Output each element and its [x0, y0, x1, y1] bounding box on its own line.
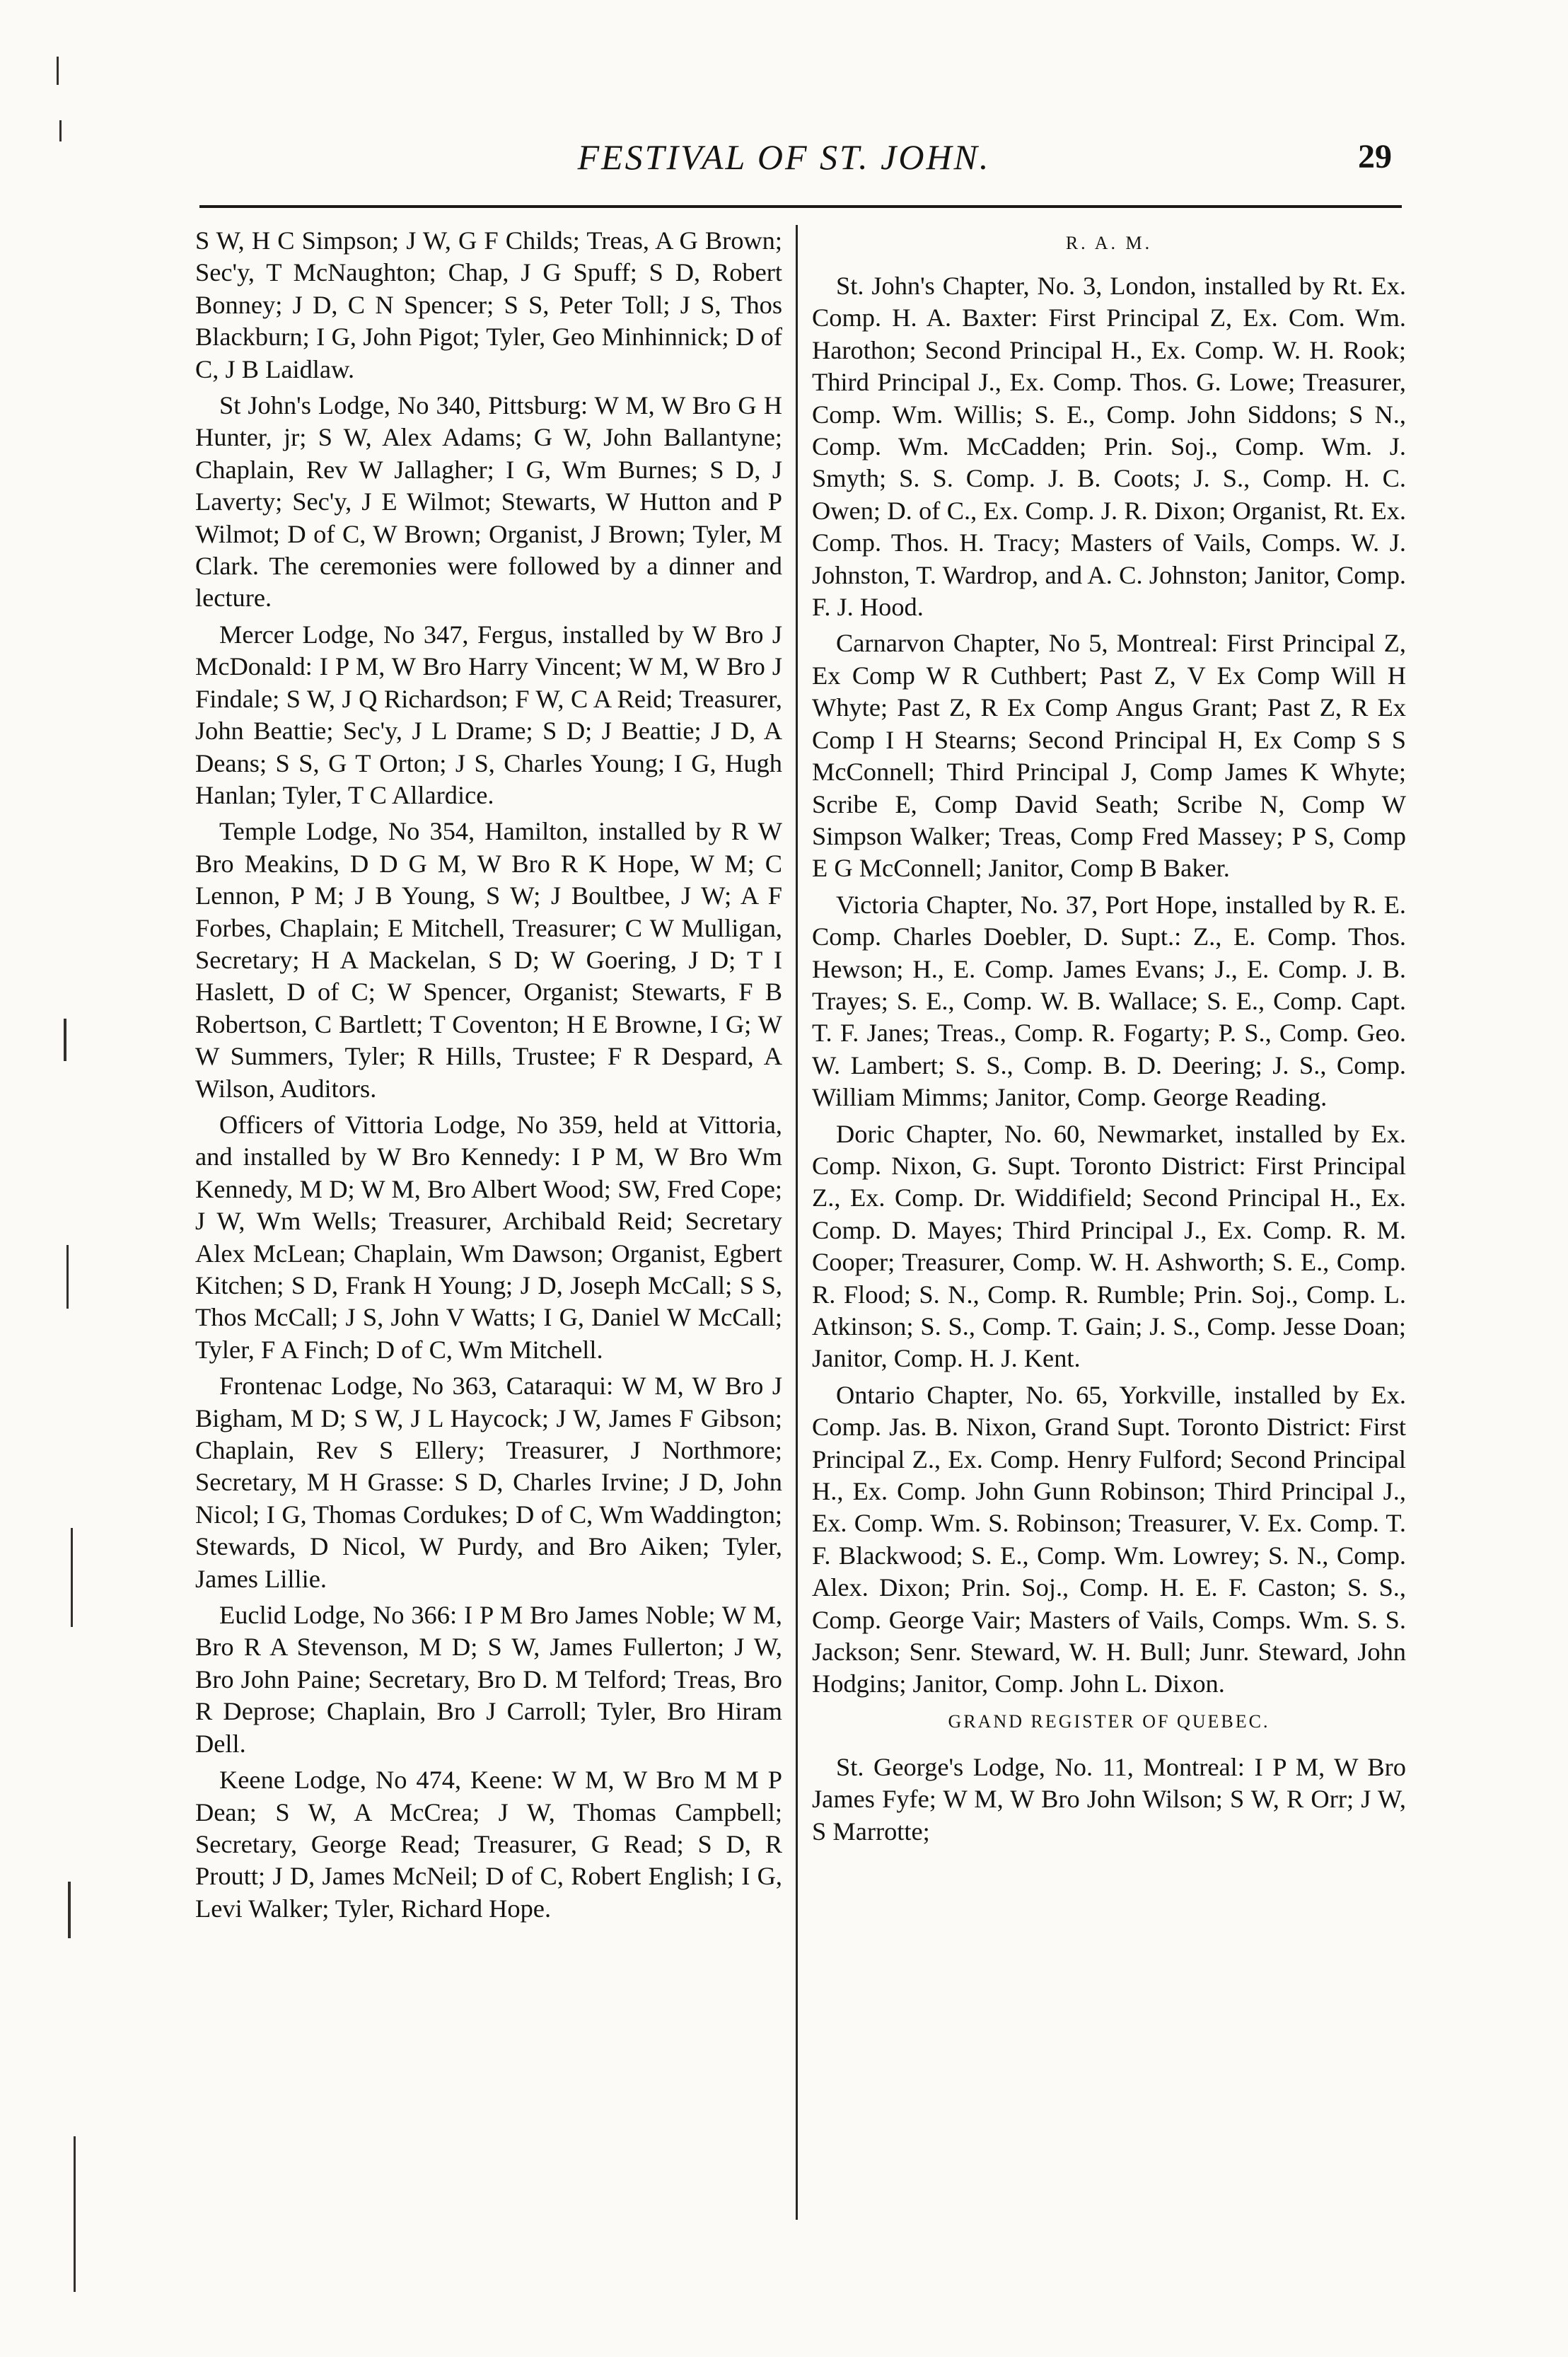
lodge-entry: Mercer Lodge, No 347, Fergus, installed by W Bro J McDonald: I P M, W Bro Harry Vincent; W M, W Bro J Findale; S W, J Q Richardson; F W, C A Reid; Treasurer, John Beattie; Sec'y, J L Drame; S D; J Beattie; J D, A Deans; S S, G T Orton; J S, Charles Young; I G, Hugh Hanlan; Tyler, T C Allardice.: [195, 620, 782, 809]
lodge-entry: S W, H C Simpson; J W, G F Childs; Treas, A G Brown; Sec'y, T McNaughton; Chap, J G Spuff; S D, Robert Bonney; J D, C N Spencer; S S, Peter Toll; J S, Thos Blackburn; I G, John Pigot; Tyler, Geo Minhinnick; D of C, J B Laidlaw.: [195, 226, 782, 383]
scan-edge-marks: [42, 42, 106, 2306]
section-heading-ram: R. A. M.: [1065, 233, 1153, 253]
lodge-entry: St John's Lodge, No 340, Pittsburg: W M, W Bro G H Hunter, jr; S W, Alex Adams; G W, John Ballantyne; Chaplain, Rev W Jallagher; I G, Wm Burnes; S D, J Laverty; Sec'y, J E Wilmot; Stewarts, W Hutton and P Wilmot; D of C, W Brown; Organist, J Brown; Tyler, M Clark. The ceremonies were followed by a dinner and lecture.: [195, 391, 782, 613]
lodge-entry: St. George's Lodge, No. 11, Montreal: I P M, W Bro James Fyfe; W M, W Bro John Wilson; S W, R Orr; J W, S Marrotte;: [812, 1752, 1406, 1846]
lodge-entry: Temple Lodge, No 354, Hamilton, installed by R W Bro Meakins, D D G M, W Bro R K Hope, W M; C Lennon, P M; J B Young, S W; J Boultbee, J W; A F Forbes, Chaplain; E Mitchell, Treasurer; C W Mulligan, Secretary; H A Mackelan, S D; W Goering, J D; T I Haslett, D of C; W Spencer, Organist; Stewarts, F B Robertson, C Bartlett; T Coventon; H E Browne, I G; W W Summers, Tyler; R Hills, Trustee; F R Despard, A Wilson, Auditors.: [195, 817, 782, 1103]
lodge-entry: Euclid Lodge, No 366: I P M Bro James Noble; W M, Bro R A Stevenson, M D; S W, James Fullerton; J W, Bro John Paine; Secretary, Bro D. M Telford; Treas, Bro R Deprose; Chaplain, Bro J Carroll; Tyler, Bro Hiram Dell.: [195, 1601, 782, 1758]
section-heading-quebec: GRAND REGISTER OF QUEBEC.: [948, 1710, 1270, 1732]
running-title: FESTIVAL OF ST. JOHN.: [577, 137, 991, 177]
header-rule: [199, 205, 1402, 208]
left-column: [195, 225, 782, 1929]
lodge-entry: Frontenac Lodge, No 363, Cataraqui: W M, W Bro J Bigham, M D; S W, J L Haycock; J W, James F Gibson; Chaplain, Rev S Ellery; Treasurer, J Northmore; Secretary, M H Grasse: S D, Charles Irvine; J D, John Nicol; I G, Thomas Cordukes; D of C, Wm Waddington; Stewards, D Nicol, W Purdy, and Bro Aiken; Tyler, James Lillie.: [195, 1372, 782, 1593]
chapter-entry: Carnarvon Chapter, No 5, Montreal: First Principal Z, Ex Comp W R Cuthbert; Past Z, V Ex Comp Will H Whyte; Past Z, R Ex Comp Angus Grant; Past Z, R Ex Comp I H Stearns; Second Principal H, Ex Comp S S McConnell; Third Principal J, Comp James K Whyte; Scribe E, Comp David Seath; Scribe N, Comp W Simpson Walker; Treas, Comp Fred Massey; P S, Comp E G McConnell; Janitor, Comp B Baker.: [812, 629, 1406, 883]
lodge-entry: Keene Lodge, No 474, Keene: W M, W Bro M M P Dean; S W, A McCrea; J W, Thomas Campbell; Secretary, George Read; Treasurer, G Read; S D, R Proutt; J D, James McNeil; D of C, Robert English; I G, Levi Walker; Tyler, Richard Hope.: [195, 1766, 782, 1923]
page-number: 29: [1358, 138, 1392, 175]
lodge-entry: Officers of Vittoria Lodge, No 359, held at Vittoria, and installed by W Bro Kennedy: I P M, W Bro Wm Kennedy, M D; W M, Bro Albert Wood; SW, Fred Cope; J W, Wm Wells; Treasurer, Archibald Reid; Secretary Alex McLean; Chaplain, Wm Dawson; Organist, Egbert Kitchen; S D, Frank H Young; J D, Joseph McCall; S S, Thos McCall; J S, John V Watts; I G, Daniel W McCall; Tyler, F A Finch; D of C, Wm Mitchell.: [195, 1110, 782, 1364]
chapter-entry: Doric Chapter, No. 60, Newmarket, installed by Ex. Comp. Nixon, G. Supt. Toronto District: First Principal Z., Ex. Comp. Dr. Widdifield; Second Principal H., Ex. Comp. D. Mayes; Third Principal J., Ex. Comp. R. M. Cooper; Treasurer, Comp. W. H. Ashworth; S. E., Comp. R. Flood; S. N., Comp. R. Rumble; Prin. Soj., Comp. L. Atkinson; S. S., Comp. T. Gain; J. S., Comp. Jesse Doan; Janitor, Comp. H. J. Kent.: [812, 1119, 1406, 1373]
chapter-entry: Victoria Chapter, No. 37, Port Hope, installed by R. E. Comp. Charles Doebler, D. Supt.: Z., E. Comp. Thos. Hewson; H., E. Comp. James Evans; J., E. Comp. J. B. Trayes; S. E., Comp. W. B. Wallace; S. E., Comp. Capt. T. F. Janes; Treas., Comp. R. Fogarty; P. S., Comp. Geo. W. Lambert; S. S., Comp. B. D. Deering; J. S., Comp. William Mimms; Janitor, Comp. George Reading.: [812, 890, 1406, 1112]
chapter-entry: Ontario Chapter, No. 65, Yorkville, installed by Ex. Comp. Jas. B. Nixon, Grand Supt. Toronto District: First Principal Z., Ex. Comp. Henry Fulford; Second Principal H., Ex. Comp. John Gunn Robinson; Third Principal J., Ex. Comp. Wm. S. Robinson; Treasurer, V. Ex. Comp. T. F. Blackwood; S. E., Comp. Wm. Lowrey; S. N., Comp. Alex. Dixon; Prin. Soj., Comp. H. E. F. Caston; S. S., Comp. George Vair; Masters of Vails, Comps. Wm. S. S. Jackson; Senr. Steward, W. H. Bull; Junr. Steward, John Hodgins; Janitor, Comp. John L. Dixon.: [812, 1380, 1406, 1698]
column-divider: [796, 225, 798, 2220]
chapter-entry: St. John's Chapter, No. 3, London, installed by Rt. Ex. Comp. H. A. Baxter: First Principal Z, Ex. Com. Wm. Harothon; Second Principal H., Ex. Comp. W. H. Rook; Third Principal J., Ex. Comp. Thos. G. Lowe; Treasurer, Comp. Wm. Willis; S. E., Comp. John Siddons; S N., Comp. Wm. McCadden; Prin. Soj., Comp. Wm. J. Smyth; S. S. Comp. J. B. Coots; J. S., Comp. H. C. Owen; D. of C., Ex. Comp. J. R. Dixon; Organist, Rt. Ex. Comp. Thos. H. Tracy; Masters of Vails, Comps. W. J. Johnston, T. Wardrop, and A. C. Johnston; Janitor, Comp. F. J. Hood.: [812, 272, 1406, 622]
right-column: [812, 225, 1406, 1852]
page-header: [0, 136, 1568, 192]
